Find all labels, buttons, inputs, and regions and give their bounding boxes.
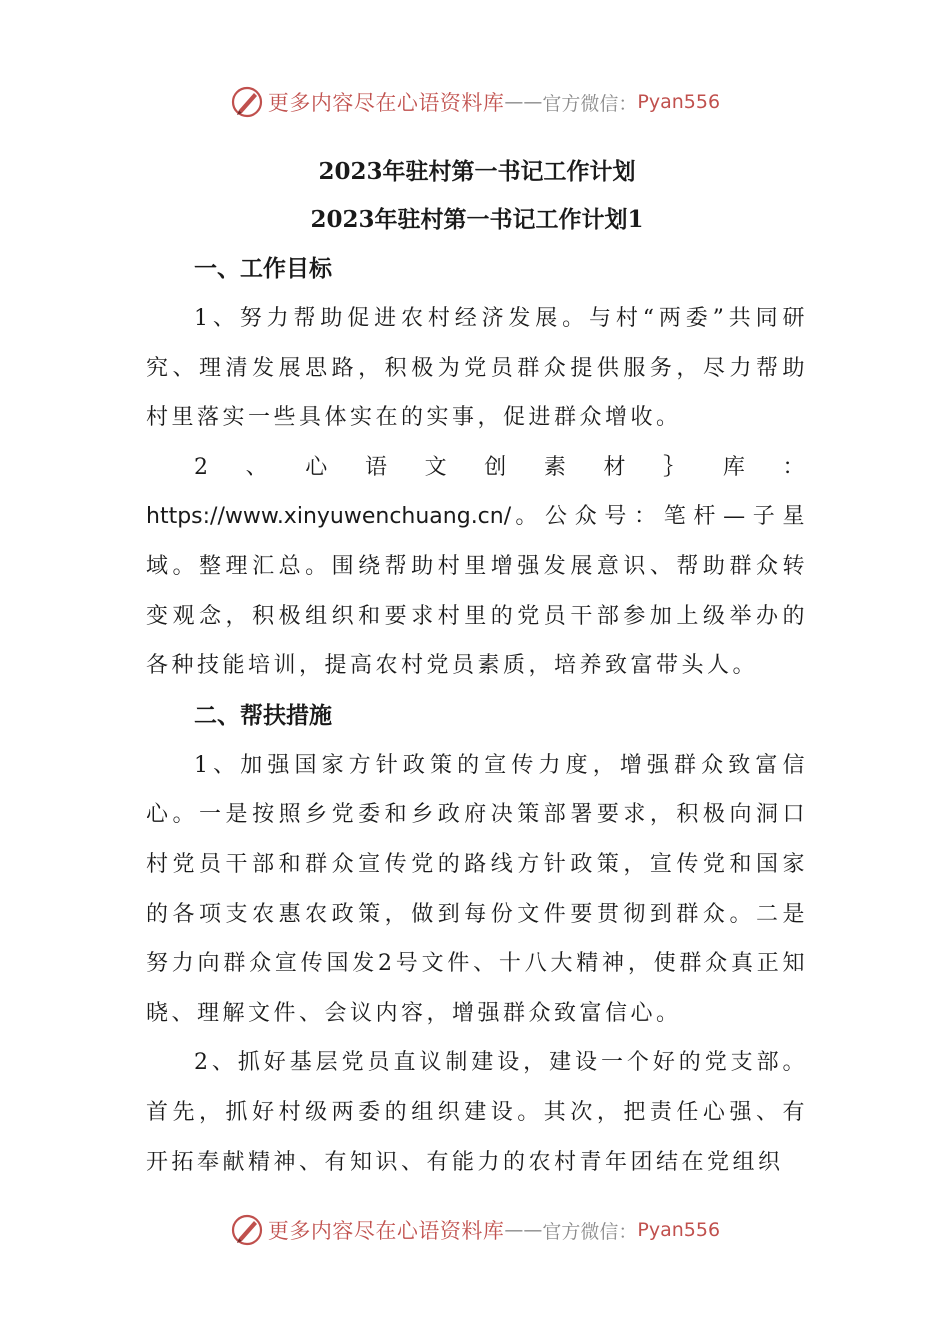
- document-title: 2023年驻村第一书记工作计划: [318, 158, 636, 185]
- banner-contact-label: 官方微信：: [542, 92, 638, 115]
- paragraph: 2、抓好基层党员直议制建设，建设一个好的党支部。首先，抓好村级两委的组织建设。其次，把责任心强、有开拓奉献精神、有知识、有能力的农村青年团结在党组织: [146, 1050, 808, 1175]
- website-url: https://www.xinyuwenchuang.cn/: [146, 504, 512, 530]
- banner-dash: ——: [504, 1219, 543, 1241]
- pen-logo-icon: [230, 85, 264, 119]
- paragraph: [146, 443, 808, 691]
- paragraph-prefix: 2、心语文创素材｝库：: [194, 454, 808, 480]
- paragraph: 1、努力帮助促进农村经济发展。与村“两委”共同研究、理清发展思路，积极为党员群众提供服务，尽力帮助村里落实一些具体实在的实事，促进群众增收。: [146, 306, 808, 431]
- section-heading-measures: 二、帮扶措施: [194, 701, 332, 729]
- banner-wechat-id: Pyan556: [637, 91, 721, 113]
- header-watermark-banner: [0, 82, 950, 122]
- paragraph-rest: 。公众号：笔杆—子星域。整理汇总。围绕帮助村里增强发展意识、帮助群众转变观念，积极组织和要求村里的党员干部参加上级举办的各种技能培训，提高农村党员素质，培养致富带头人。: [146, 504, 808, 679]
- document-body: [146, 148, 808, 1187]
- pen-logo-icon: [230, 1213, 264, 1247]
- banner-main-text: 更多内容尽在心语资料库: [267, 1219, 505, 1243]
- paragraph: 1、加强国家方针政策的宣传力度，增强群众致富信心。一是按照乡党委和乡政府决策部署要求，积极向洞口村党员干部和群众宣传党的路线方针政策，宣传党和国家的各项支农惠农政策，做到每份文件要贯彻到群众。二是努力向群众宣传国发2号文件、十八大精神，使群众真正知晓、理解文件、会议内容，增强群众致富信心。: [146, 752, 808, 1026]
- document-subtitle: 2023年驻村第一书记工作计划1: [310, 206, 644, 233]
- banner-dash: ——: [504, 91, 543, 113]
- footer-watermark-banner: [0, 1210, 950, 1250]
- banner-wechat-id: Pyan556: [637, 1219, 721, 1241]
- banner-contact-label: 官方微信：: [542, 1220, 638, 1243]
- section-heading-goals: 一、工作目标: [194, 255, 332, 282]
- banner-main-text: 更多内容尽在心语资料库: [267, 91, 505, 115]
